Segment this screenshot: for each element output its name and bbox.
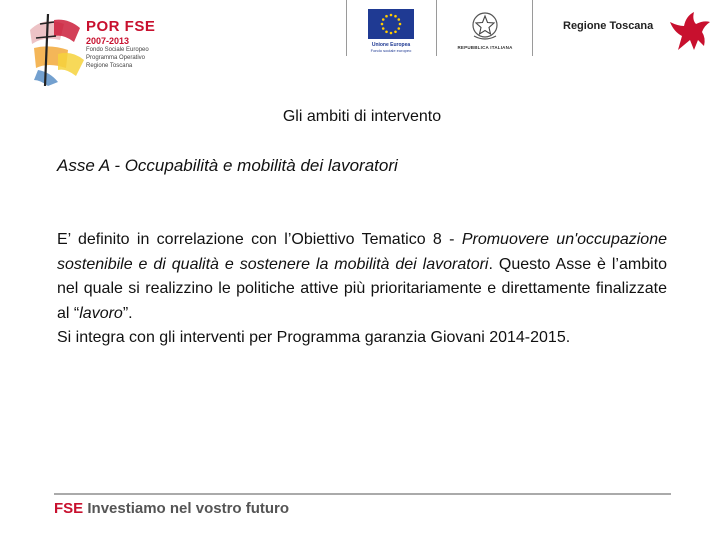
eu-label: Unione Europea: [371, 42, 411, 48]
para1-emphasis-objective: Promuovere un'occupazione sostenibile e di qualità e sostenere la mobilità dei lavoratori: [57, 231, 667, 273]
para1-text-1: E’ definito in correlazione con l’Obiettivo Tematico 8 -: [57, 231, 462, 248]
header-bar: [0, 0, 720, 92]
republic-logo: [455, 10, 515, 50]
footer-divider: [54, 493, 671, 495]
region-label: Regione Toscana: [563, 20, 654, 32]
eu-star: [394, 15, 397, 18]
eu-star: [394, 30, 397, 33]
eu-logo: [368, 9, 414, 53]
eu-star: [390, 14, 393, 17]
body-text: [57, 228, 667, 351]
republic-label: REPUBBLICA ITALIANA: [457, 45, 513, 50]
eu-flag-icon: [368, 9, 414, 39]
header-divider: [346, 0, 347, 56]
para1-emphasis-lavoro: lavoro: [79, 304, 123, 322]
eu-star: [385, 30, 388, 33]
footer-slogan: [54, 500, 289, 517]
eu-star: [397, 27, 400, 30]
body-paragraph-1: [57, 228, 667, 326]
eu-sub-label: Fondo sociale europeo: [370, 48, 412, 53]
footer-fse-label: FSE: [54, 500, 84, 517]
eu-star: [382, 18, 385, 21]
section-title: Gli ambiti di intervento: [282, 108, 442, 125]
program-sub-2: Programma Operativo: [86, 55, 146, 61]
para1-text-3: ”.: [122, 304, 133, 322]
program-sub-3: Regione Toscana: [86, 63, 133, 69]
body-paragraph-2: Si integra con gli interventi per Programma garanzia Giovani 2014-2015.: [57, 329, 571, 346]
header-divider: [532, 0, 533, 56]
eu-star: [382, 27, 385, 30]
program-title: POR FSE: [86, 18, 156, 35]
eu-star: [390, 32, 393, 35]
program-years: 2007-2013: [86, 36, 130, 46]
program-sub-1: Fondo Sociale Europeo: [86, 47, 149, 53]
eu-star: [397, 18, 400, 21]
para1-text-2: . Questo Asse è l’ambito nel quale si realizzino le politiche attive più prioritariamente e direttamente finalizzate al “: [57, 255, 668, 322]
eu-star: [399, 23, 402, 26]
fse-logo-icon: [24, 10, 94, 88]
eu-star: [385, 15, 388, 18]
program-logo-text: [86, 18, 155, 70]
italian-republic-emblem-icon: [468, 10, 502, 42]
axis-title: Asse A - Occupabilità e mobilità dei lavoratori: [57, 156, 398, 175]
header-divider: [436, 0, 437, 56]
footer-slogan-text: Investiamo nel vostro futuro: [87, 500, 290, 517]
eu-star: [381, 23, 384, 26]
region-pegasus-icon: [664, 6, 714, 56]
